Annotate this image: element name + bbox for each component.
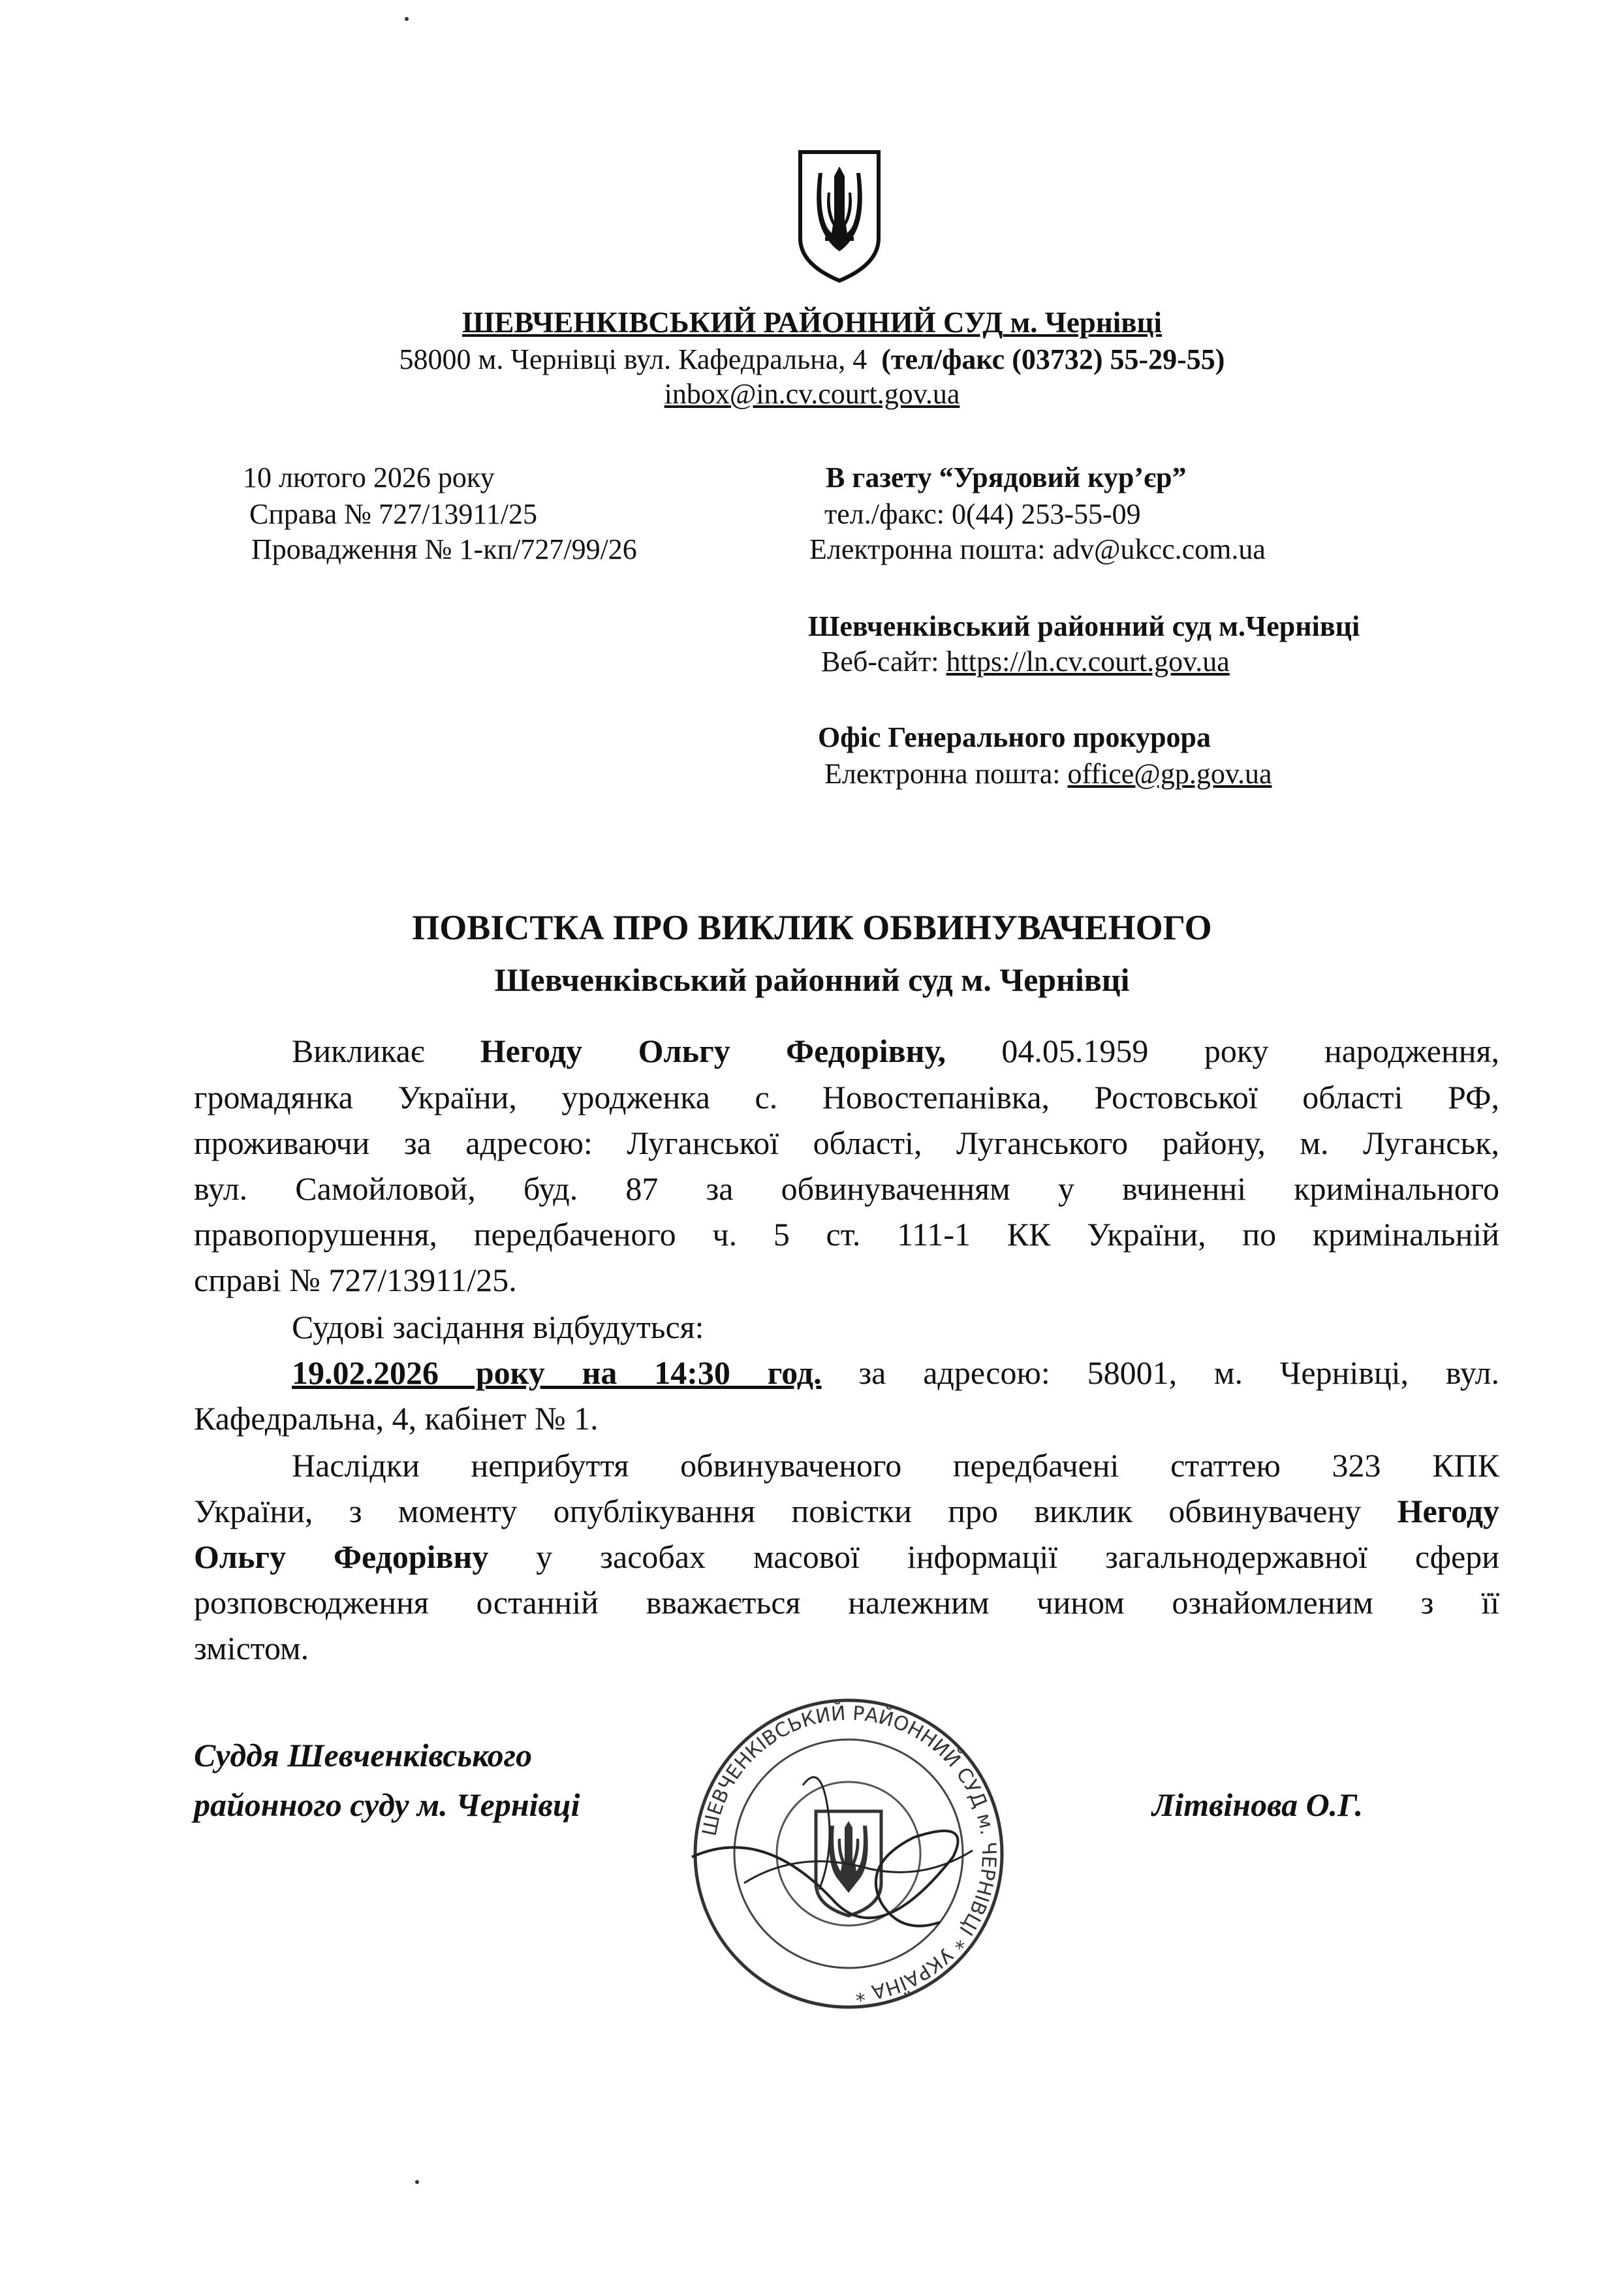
judge-title-line2: районного суду м. Чернівці	[194, 1786, 580, 1823]
recipient-1-phone: тел./факс: 0(44) 253-55-09	[824, 498, 1141, 530]
email-link[interactable]: office@gp.gov.ua	[1067, 758, 1272, 790]
body-line: вул. Самойловой, буд. 87 за обвинуваченням у вчиненні кримінального	[194, 1170, 1499, 1207]
defendant-name: Негоду	[1397, 1493, 1499, 1529]
recipient-3-name: Офіс Генерального прокурора	[818, 721, 1211, 753]
defendant-name: Ольгу Федорівну	[194, 1538, 489, 1575]
coat-of-arms-icon	[794, 147, 885, 284]
scan-speck	[415, 2180, 419, 2184]
recipient-1-email: Електронна пошта: adv@ukcc.com.ua	[809, 533, 1266, 565]
scan-speck	[405, 17, 409, 21]
body-line: Наслідки неприбуття обвинуваченого передбачені статтею 323 КПК	[292, 1447, 1499, 1484]
body-line: Кафедральна, 4, кабінет № 1.	[194, 1400, 599, 1437]
case-number: Справа № 727/13911/25	[249, 498, 537, 530]
court-seal-stamp	[666, 1687, 1031, 2020]
document-subtitle: Шевченківський районний суд м. Чернівці	[494, 961, 1130, 998]
hearing-line: 19.02.2026 року на 14:30 год. за адресою: 58001, м. Чернівці, вул.	[292, 1354, 1499, 1391]
court-address: 58000 м. Чернівці вул. Кафедральна, 4	[399, 343, 867, 375]
recipient-1-name: В газету “Урядовий кур’єр”	[826, 461, 1187, 493]
body-line: правопорушення, передбаченого ч. 5 ст. 111-1 КК України, по кримінальній	[194, 1216, 1499, 1253]
recipient-3-email	[824, 757, 1272, 790]
hearing-intro: Судові засідання відбудуться:	[292, 1309, 704, 1345]
website-link[interactable]: https://ln.cv.court.gov.ua	[946, 646, 1230, 678]
judge-title-line1: Суддя Шевченківського	[194, 1737, 533, 1773]
body-line: України, з моменту опублікування повістки про виклик обвинувачену Негоду	[194, 1493, 1499, 1529]
document-title: ПОВІСТКА ПРО ВИКЛИК ОБВИНУВАЧЕНОГО	[412, 908, 1212, 947]
body-line: Ольгу Федорівну у засобах масової інформації загальнодержавної сфери	[194, 1538, 1499, 1575]
body-line: розповсюдження останній вважається належним чином ознайомленим з її	[194, 1584, 1499, 1621]
recipient-2-website	[821, 645, 1230, 678]
hearing-datetime: 19.02.2026 року на 14:30 год.	[292, 1354, 822, 1391]
court-address-line	[0, 343, 1624, 376]
court-phone: (тел/факс (03732) 55-29-55)	[881, 343, 1225, 375]
court-header	[0, 305, 1624, 339]
body-line: Викликає Негоду Ольгу Федорівну, 04.05.1959 року народження,	[292, 1033, 1499, 1069]
body-line: громадянка України, уродженка с. Новостепанівка, Ростовської області РФ,	[194, 1079, 1499, 1115]
website-label: Веб-сайт:	[821, 646, 946, 678]
court-email-link[interactable]: inbox@in.cv.court.gov.ua	[664, 378, 960, 410]
body-line: змістом.	[194, 1630, 309, 1666]
recipient-2-name: Шевченківський районний суд м.Чернівці	[808, 610, 1360, 642]
body-line: справі № 727/13911/25.	[194, 1262, 517, 1298]
email-label: Електронна пошта:	[824, 758, 1068, 790]
doc-date: 10 лютого 2026 року	[243, 461, 495, 493]
proceeding-number: Провадження № 1-кп/727/99/26	[251, 533, 637, 565]
judge-name: Літвінова О.Г.	[1152, 1786, 1364, 1823]
svg-text:ШЕВЧЕНКІВСЬКИЙ РАЙОННИЙ СУД м.: ШЕВЧЕНКІВСЬКИЙ РАЙОННИЙ СУД м. ЧЕРНІВЦІ * УКРАЇНА *	[698, 1702, 1001, 2005]
defendant-name: Негоду Ольгу Федорівну,	[480, 1033, 946, 1069]
court-city: м. Чернівці	[1010, 306, 1162, 339]
body-line: проживаючи за адресою: Луганської області, Луганського району, м. Луганськ,	[194, 1125, 1499, 1161]
court-name: ШЕВЧЕНКІВСЬКИЙ РАЙОННИЙ СУД	[462, 306, 1003, 339]
